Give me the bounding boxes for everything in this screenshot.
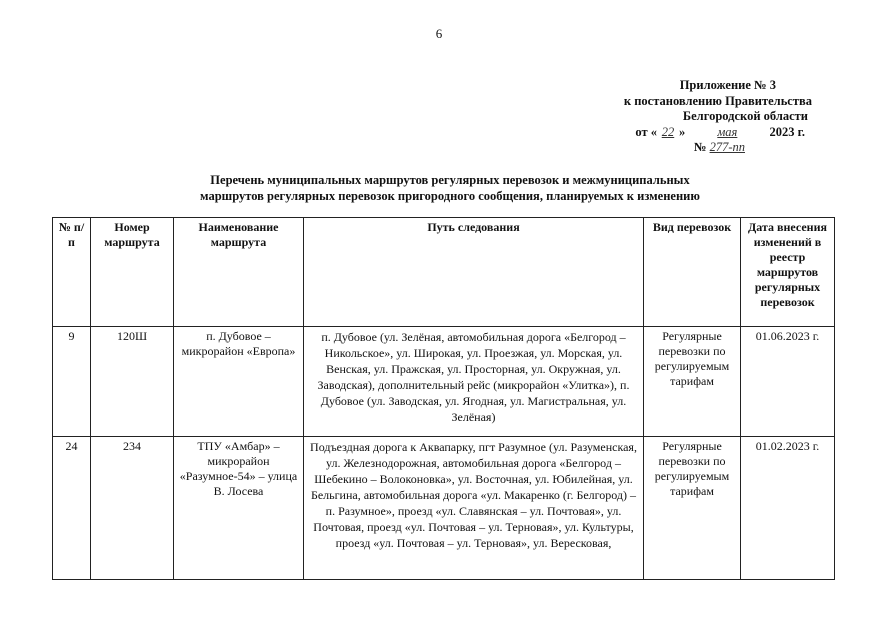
cell-route-number: 234 xyxy=(91,437,174,580)
appendix-region: Белгородской области xyxy=(682,109,808,123)
cell-num: 24 xyxy=(53,437,91,580)
appendix-block xyxy=(560,78,860,156)
appendix-date xyxy=(560,125,860,141)
cell-route-name: п. Дубовое – микрорайон «Европа» xyxy=(174,327,304,437)
cell-path: п. Дубовое (ул. Зелёная, автомобильная дорога «Белгород – Никольское», ул. Широкая, ул. Проезжая, ул. Морская, ул. Венская, ул. Пражская, ул. Просторная, ул. Окружная, ул. Заводская), дополнительный рейс (микрорайон «Улитка»), п. Дубовое (ул. Заводская, ул. Ягодная, ул. Магистральная, ул. Зелёная) xyxy=(304,327,644,437)
number-value: 277-пп xyxy=(709,140,745,154)
appendix-number xyxy=(560,140,860,156)
routes-table xyxy=(52,217,835,580)
cell-route-number: 120Ш xyxy=(91,327,174,437)
table-row xyxy=(53,437,835,580)
appendix-decree: к постановлению Правительства xyxy=(623,93,812,108)
document-title xyxy=(100,172,800,204)
date-month: мая xyxy=(717,124,738,139)
cell-path: Подъездная дорога к Аквапарку, пгт Разумное (ул. Разуменская, ул. Железнодорожная, автомобильная дорога «Белгород – Шебекино – Волоконовка», ул. Восточная, ул. Юбилейная, ул. Бельгина, автомобильная дорога «ул. Макаренко (г. Белгород) – п. Разумное», проезд «ул. Славянская – ул. Почтовая», ул. Почтовая, проезд «ул. Почтовая – ул. Терновая», ул. Культуры, проезд «ул. Почтовая – ул. Терновая», ул. Вересковая, xyxy=(304,437,644,580)
number-prefix: № xyxy=(693,140,710,154)
cell-num: 9 xyxy=(53,327,91,437)
date-suffix: 2023 г. xyxy=(766,124,805,139)
date-prefix: от « xyxy=(635,124,657,139)
header-route-name: Наименование маршрута xyxy=(174,218,304,327)
header-route-number: Номер маршрута xyxy=(91,218,174,327)
cell-date: 01.06.2023 г. xyxy=(741,327,835,437)
appendix-title: Приложение № 3 xyxy=(679,78,776,92)
cell-transport-type: Регулярные перевозки по регулируемым тарифам xyxy=(644,327,741,437)
date-day: 22 xyxy=(661,124,675,139)
date-mid: » xyxy=(678,124,689,139)
cell-date: 01.02.2023 г. xyxy=(741,437,835,580)
table-header-row xyxy=(53,218,835,327)
title-line-2: маршрутов регулярных перевозок пригородного сообщения, планируемых к изменению xyxy=(200,189,700,203)
cell-route-name: ТПУ «Амбар» – микрорайон «Разумное-54» – улица В. Лосева xyxy=(174,437,304,580)
table-row xyxy=(53,327,835,437)
title-line-1: Перечень муниципальных маршрутов регулярных перевозок и межмуниципальных xyxy=(210,173,690,187)
page-number: 6 xyxy=(435,26,443,41)
header-path: Путь следования xyxy=(304,218,644,327)
header-date: Дата внесения изменений в реестр маршрутов регулярных перевозок xyxy=(741,218,835,327)
cell-transport-type: Регулярные перевозки по регулируемым тарифам xyxy=(644,437,741,580)
header-transport-type: Вид перевозок xyxy=(644,218,741,327)
header-num: № п/п xyxy=(53,218,91,327)
